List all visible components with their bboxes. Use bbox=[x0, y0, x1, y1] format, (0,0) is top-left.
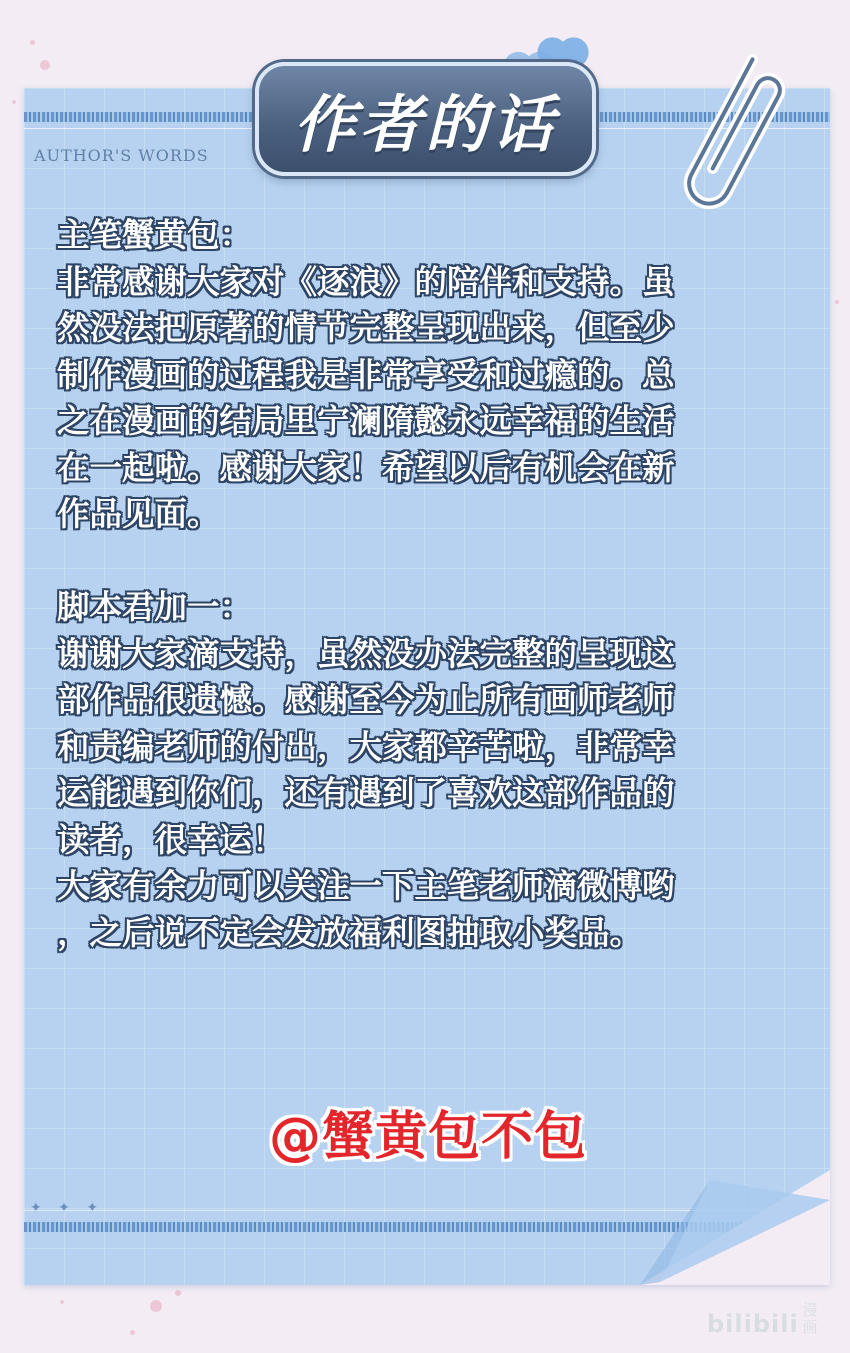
text-line: 读者，很幸运！ bbox=[57, 820, 285, 859]
text-line: 谢谢大家滴支持，虽然没办法完整的呈现这 bbox=[57, 634, 675, 673]
decor-speck bbox=[12, 100, 16, 104]
paperclip-icon bbox=[675, 40, 795, 230]
decor-speck bbox=[60, 1300, 64, 1304]
decor-speck bbox=[40, 60, 50, 70]
text-line: 部作品很遗憾。感谢至今为止所有画师老师 bbox=[57, 681, 675, 719]
author-message bbox=[57, 212, 797, 956]
text-line: 之在漫画的结局里宁澜隋懿永远幸福的生活 bbox=[57, 402, 675, 440]
text-line: 运能遇到你们，还有遇到了喜欢这部作品的 bbox=[57, 774, 675, 812]
page-fold-corner bbox=[640, 1170, 830, 1285]
decor-speck bbox=[835, 300, 839, 304]
text-line: 大家有余力可以关注一下主笔老师滴微博哟 bbox=[57, 867, 675, 905]
decor-speck bbox=[30, 40, 35, 45]
sparkle-icon: ✦ ✦ ✦ bbox=[30, 1200, 105, 1216]
page-title: 作者的话 bbox=[293, 87, 558, 161]
author-handle: @蟹黄包不包 bbox=[268, 1107, 587, 1167]
subtitle: AUTHOR'S WORDS bbox=[34, 146, 209, 165]
decor-speck bbox=[130, 1330, 135, 1335]
manhua-label: 漫画 bbox=[802, 1301, 818, 1336]
text-line: 主笔蟹黄包： bbox=[57, 216, 253, 254]
text-line: 非常感谢大家对《逐浪》的陪伴和支持。虽 bbox=[57, 262, 675, 301]
text-line: 和责编老师的付出，大家都辛苦啦，非常幸 bbox=[57, 727, 675, 766]
text-line: 脚本君加一： bbox=[57, 588, 253, 626]
decor-speck bbox=[175, 1290, 181, 1296]
decor-speck bbox=[150, 1300, 162, 1312]
text-line: 作品见面。 bbox=[57, 495, 220, 533]
text-line: 在一起啦。感谢大家！希望以后有机会在新 bbox=[57, 448, 675, 487]
text-line: ，之后说不定会发放福利图抽取小奖品。 bbox=[57, 913, 643, 952]
text-line: 然没法把原著的情节完整呈现出来，但至少 bbox=[57, 309, 675, 347]
text-line: 制作漫画的过程我是非常享受和过瘾的。总 bbox=[57, 355, 675, 394]
paragraph-gap bbox=[57, 538, 797, 585]
bilibili-logo: bilibili bbox=[707, 1310, 799, 1338]
